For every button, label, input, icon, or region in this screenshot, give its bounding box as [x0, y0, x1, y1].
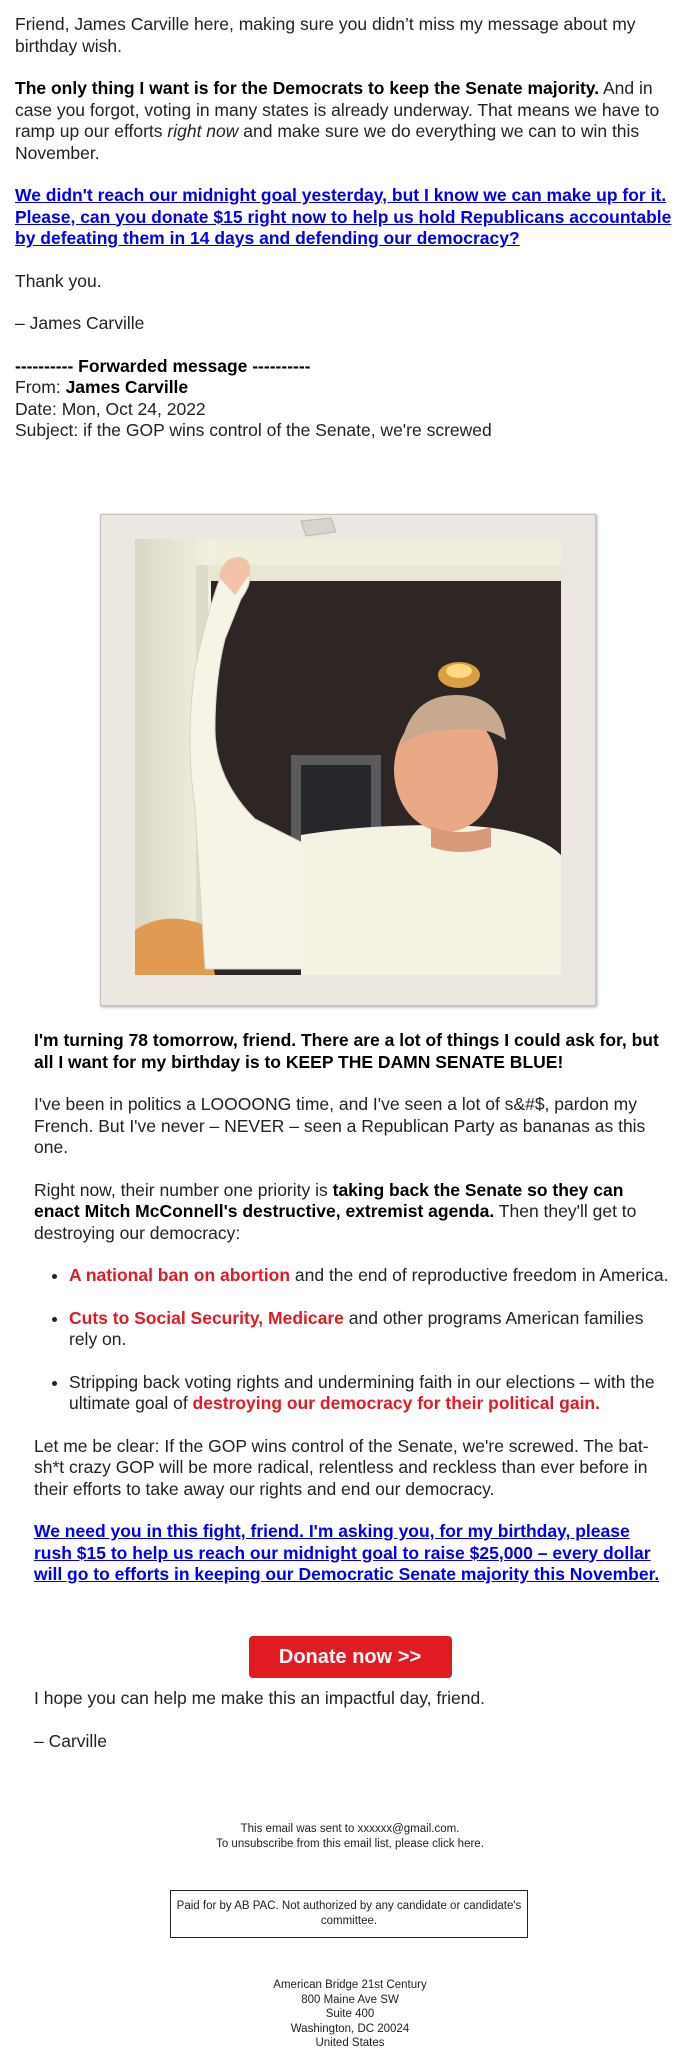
thanks-text: Thank you. — [15, 270, 102, 291]
forward-from: From: James Carville — [15, 377, 189, 397]
hope-text: I hope you can help me make this an impactful day, friend. — [34, 1688, 486, 1708]
signature-2: – Carville — [34, 1730, 107, 1751]
address-line: United States — [315, 2037, 385, 2049]
intro-section — [15, 14, 685, 442]
email-footer — [0, 1822, 700, 1851]
donate-link-2[interactable]: We need you in this fight, friend. I'm asking you, for my birthday, please rush $15 to help us reach our midnight goal to raise $25,000 – every dollar will go to efforts in keeping our Democratic Senate majority this November. — [34, 1521, 660, 1584]
forwarded-header — [15, 356, 685, 442]
main-letter — [34, 1030, 670, 1607]
list-item: • Cuts to Social Security, Medicare and other programs American families rely on. — [69, 1308, 670, 1351]
sent-to-line: This email was sent to xxxxxx@gmail.com. — [240, 1823, 460, 1835]
unsubscribe-link[interactable]: click here — [432, 1837, 481, 1850]
agenda-list — [34, 1265, 670, 1415]
senate-wish-bold: The only thing I want is for the Democrats to keep the Senate majority. — [15, 78, 600, 98]
unsubscribe-line: To unsubscribe from this email list, please click here. — [216, 1837, 484, 1850]
list-item: • A national ban on abortion and the end of reproductive freedom in America. — [69, 1265, 670, 1287]
closing — [34, 1688, 670, 1773]
address-line: Washington, DC 20024 — [290, 2022, 410, 2035]
waving-man-photo — [101, 515, 595, 1005]
donate-now-button[interactable]: Donate now >> — [249, 1636, 452, 1678]
be-clear-paragraph: Let me be clear: If the GOP wins control of the Senate, we're screwed. The bat-sh*t crazy GOP will be more radical, relentless and reckless than ever before in their efforts to take away our rights and end our democracy. — [34, 1435, 649, 1499]
intro-paragraph: Friend, James Carville here, making sure you didn’t miss my message about my birthday wish. — [15, 14, 636, 56]
birthday-lead: I'm turning 78 tomorrow, friend. There are a lot of things I could ask for, but all I want for my birthday is to KEEP THE DAMN SENATE BLUE! — [34, 1030, 659, 1072]
list-item: • Stripping back voting rights and undermining faith in our elections – with the ultimate goal of destroying our democracy for their political gain. — [69, 1372, 670, 1415]
address-line: 800 Maine Ave SW — [301, 1993, 399, 2006]
forward-subject: Subject: if the GOP wins control of the Senate, we're screwed — [15, 420, 492, 440]
signature-1: – James Carville — [15, 313, 145, 333]
address-line: American Bridge 21st Century — [273, 1979, 427, 1991]
mailing-address — [0, 1978, 700, 2051]
intro-paragraph-2: The only thing I want is for the Democrats to keep the Senate majority. And in case you forgot, voting in many states is already underway. That means we have to ramp up our efforts right now and make sure we do everything we can to win this November. — [15, 78, 660, 163]
politics-paragraph: I've been in politics a LOOOONG time, and I've seen a lot of s&#$, pardon my French. But I've never – NEVER – seen a Republican Party as bananas as this one. — [34, 1094, 646, 1157]
carville-photo — [100, 514, 596, 1006]
forward-divider: ---------- Forwarded message ---------- — [15, 355, 311, 376]
donate-link-1[interactable]: We didn't reach our midnight goal yesterday, but I know we can make up for it. Please, can you donate $15 right now to help us hold Republicans accountable by defeating them in 14 days and defending our democracy? — [15, 185, 672, 248]
forward-date: Date: Mon, Oct 24, 2022 — [15, 398, 206, 419]
priority-paragraph: Right now, their number one priority is taking back the Senate so they can enact Mitch McConnell's destructive, extremist agenda. Then they'll get to destroying our democracy: — [34, 1179, 637, 1243]
paid-for-disclaimer: Paid for by AB PAC. Not authorized by any candidate or candidate's committee. — [170, 1890, 528, 1938]
recipient-email: xxxxxx@gmail.com — [357, 1823, 457, 1835]
address-line: Suite 400 — [325, 2008, 375, 2020]
